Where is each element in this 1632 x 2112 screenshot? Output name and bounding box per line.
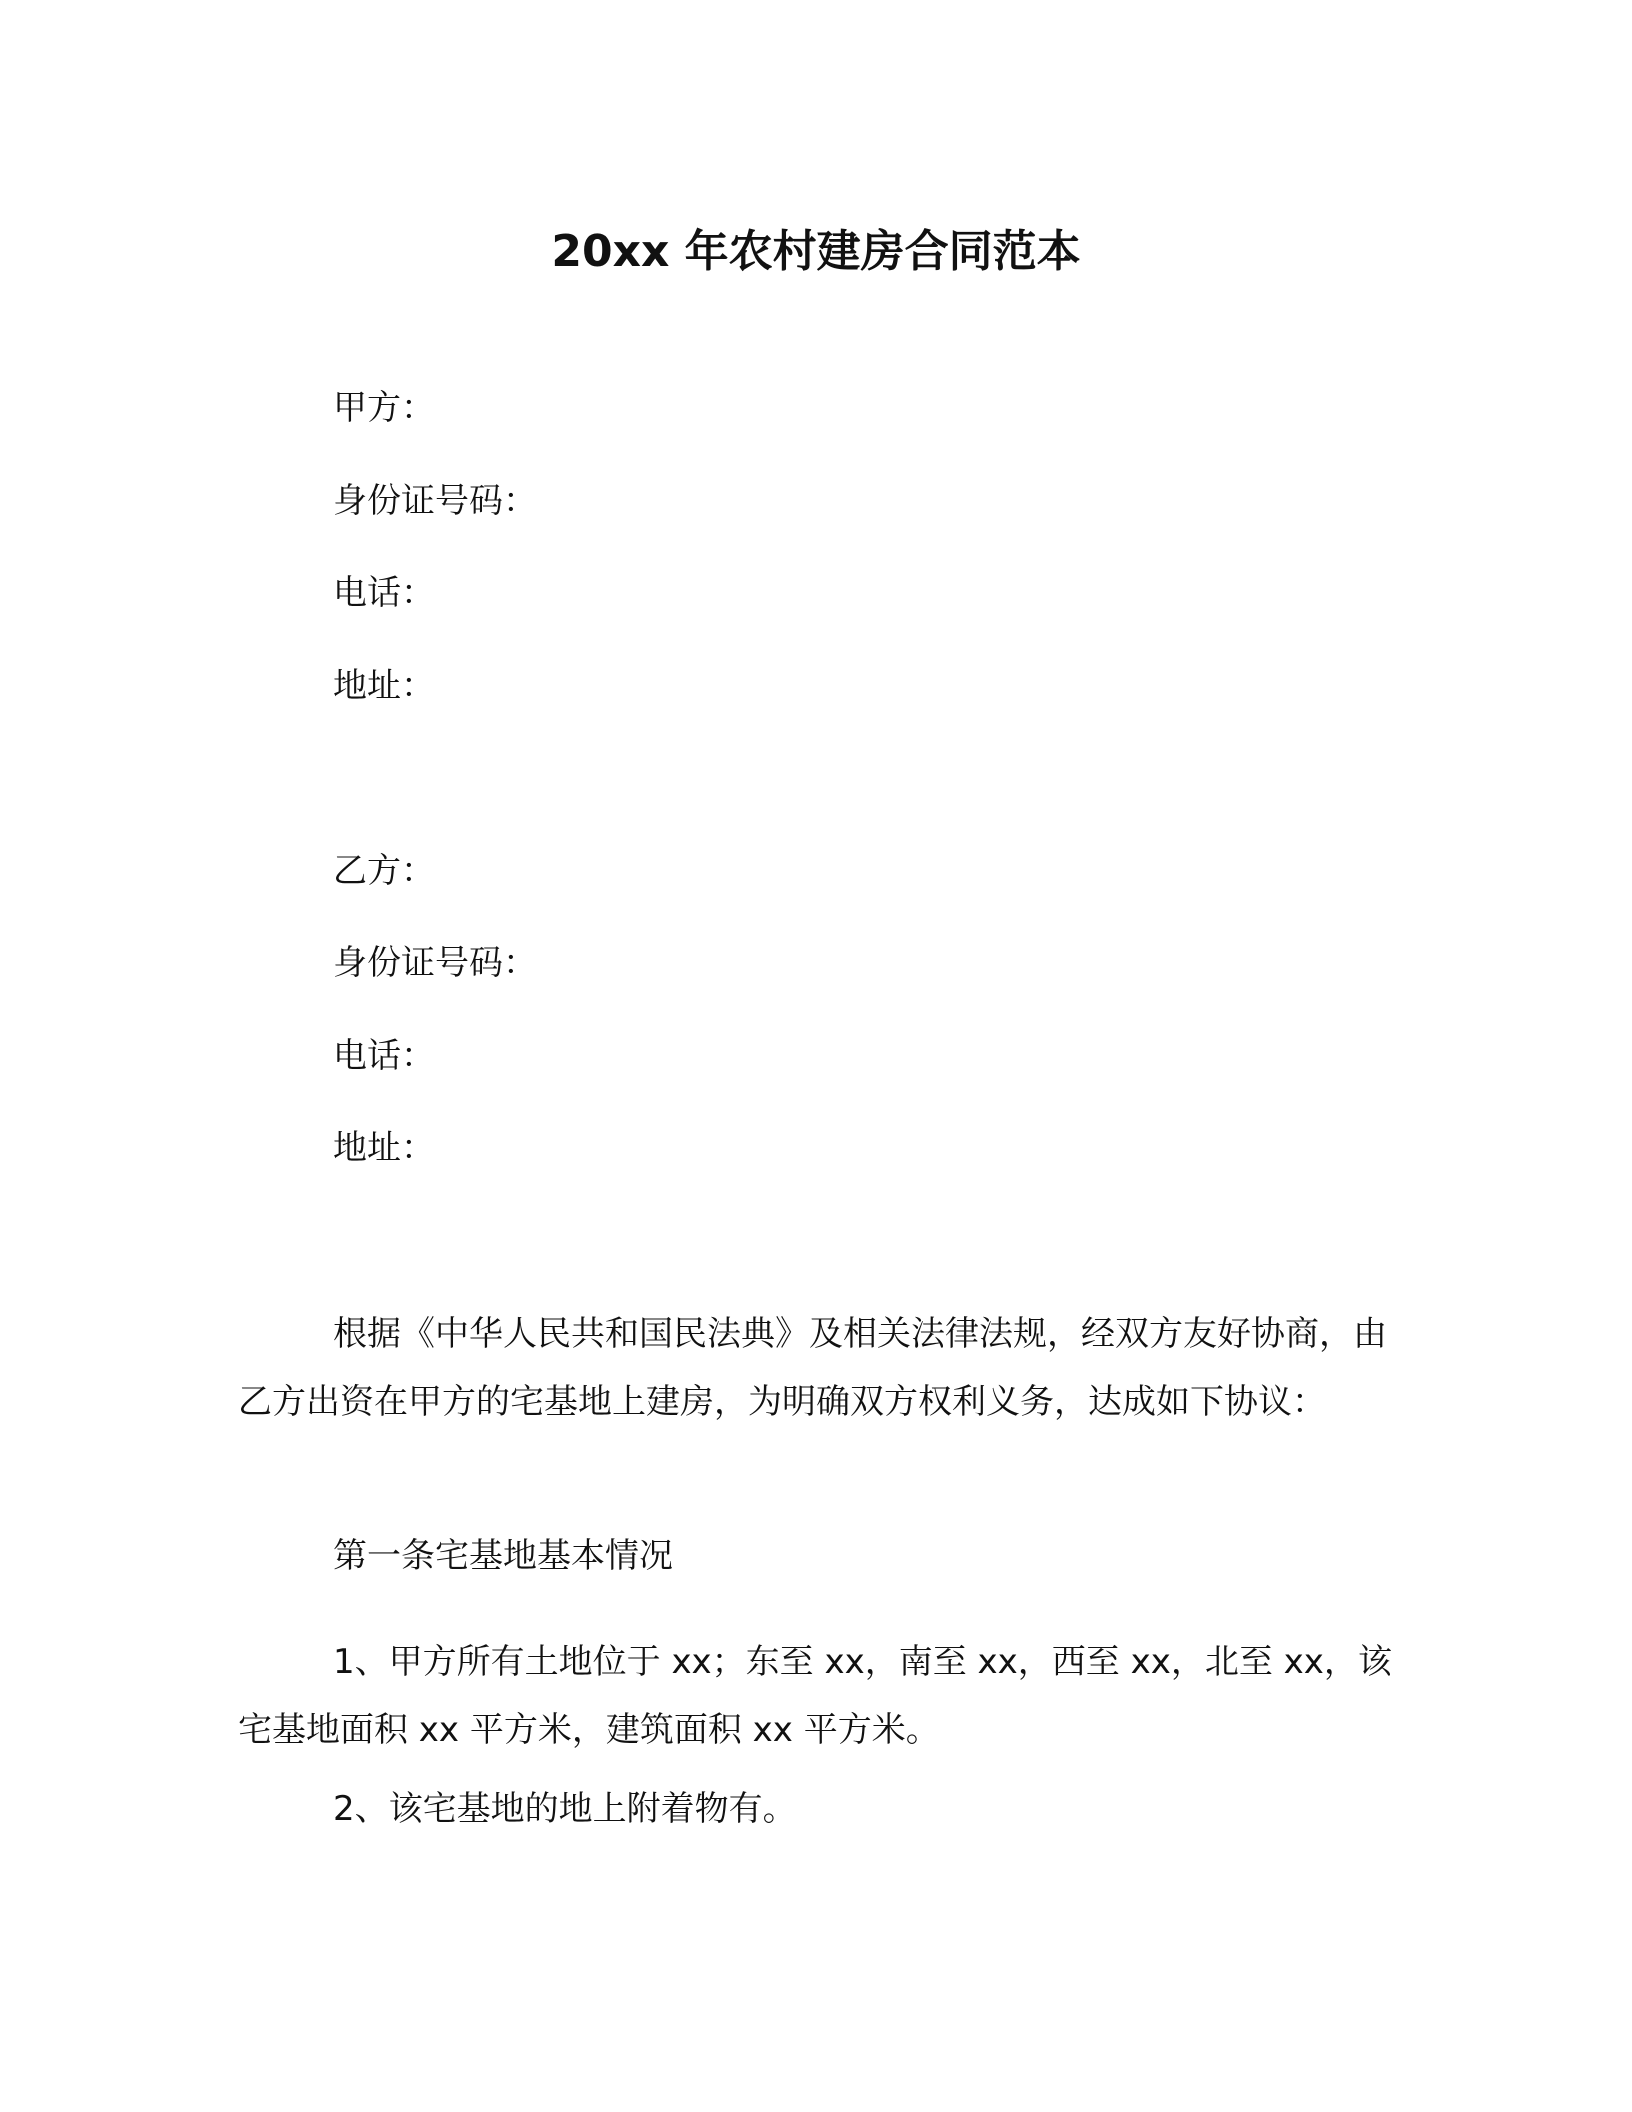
party-a-phone-label: 电话： [333, 573, 435, 613]
party-a-address-label: 地址： [333, 666, 435, 706]
party-a-label: 甲方： [333, 388, 435, 428]
party-b-address-label: 地址： [333, 1128, 435, 1168]
article-1-clause-1: 1、甲方所有土地位于 xx；东至 xx，南至 xx，西至 xx，北至 xx，该宅基地面积 xx 平方米，建筑面积 xx 平方米。 [238, 1642, 1392, 1750]
party-b-label: 乙方： [333, 851, 435, 891]
preamble-paragraph: 根据《中华人民共和国民法典》及相关法律法规，经双方友好协商，由乙方出资在甲方的宅基地上建房，为明确双方权利义务，达成如下协议： [238, 1314, 1387, 1422]
document-title: 20xx 年农村建房合同范本 [551, 226, 1081, 277]
party-b-phone-label: 电话： [333, 1036, 435, 1076]
party-a-id-label: 身份证号码： [333, 481, 537, 521]
article-1-heading: 第一条宅基地基本情况 [333, 1536, 673, 1576]
party-b-id-label: 身份证号码： [333, 943, 537, 983]
article-1-clause-2: 2、该宅基地的地上附着物有。 [333, 1789, 797, 1829]
